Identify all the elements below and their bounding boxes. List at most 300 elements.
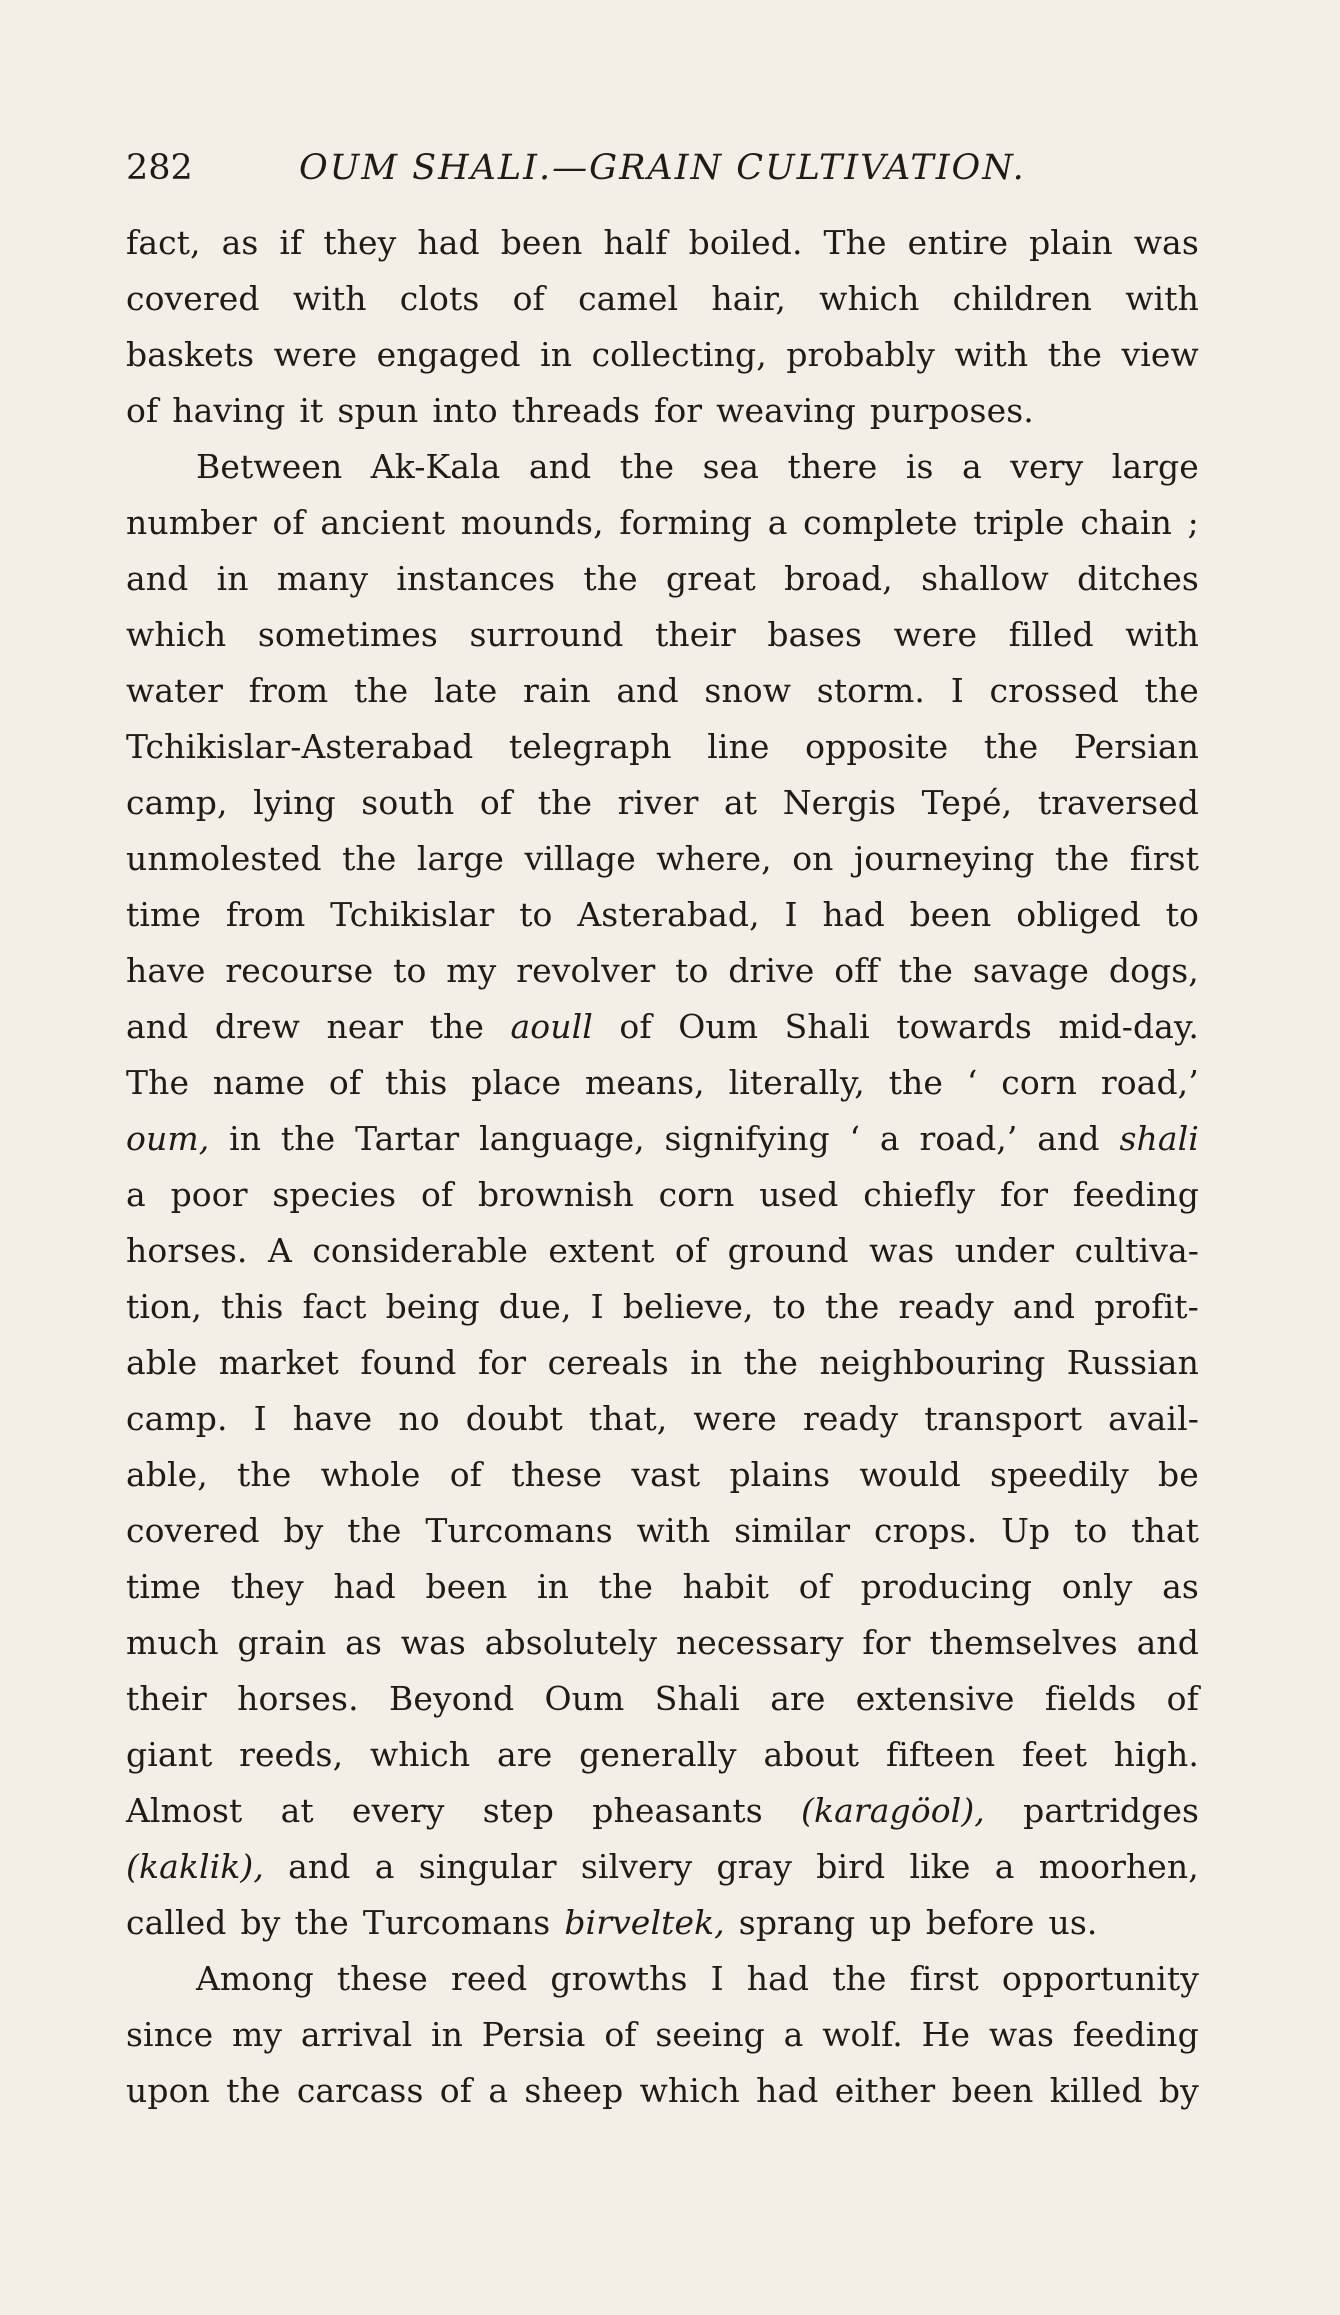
word: the — [537, 783, 593, 822]
word: extensive — [855, 1679, 1015, 1718]
word: to — [1165, 895, 1199, 934]
word: avail- — [1108, 1399, 1199, 1438]
text-line — [126, 1391, 1199, 1447]
word: for — [477, 1343, 527, 1382]
text-line — [126, 2063, 1199, 2119]
word: of — [604, 2015, 637, 2054]
word: corn — [1001, 1063, 1078, 1102]
word: been — [500, 223, 583, 262]
word: I — [710, 1959, 724, 1998]
word: which — [369, 1735, 471, 1774]
word: Turcomans — [425, 1511, 613, 1550]
word: Oum — [678, 1007, 759, 1046]
word: is — [905, 447, 934, 486]
word: had — [746, 1959, 810, 1998]
word: Between — [196, 447, 343, 486]
word: about — [763, 1735, 860, 1774]
word: Shali — [654, 1679, 740, 1718]
word: fields — [1044, 1679, 1137, 1718]
word: language, — [479, 1119, 645, 1158]
word: a — [961, 447, 982, 486]
text-line — [126, 775, 1199, 831]
word: this — [221, 1287, 284, 1326]
text-line — [126, 2007, 1199, 2063]
word: for — [862, 1623, 911, 1662]
word: generally — [579, 1735, 737, 1774]
word: been — [909, 895, 992, 934]
word: recourse — [225, 951, 374, 990]
word: in — [431, 2015, 464, 2054]
word: opportunity — [1001, 1959, 1199, 1998]
word: I — [253, 1399, 267, 1438]
word: arrival — [300, 2015, 413, 2054]
word: the — [583, 559, 638, 598]
word: purposes. — [869, 391, 1034, 430]
word: poor — [170, 1175, 248, 1214]
word: large — [416, 839, 505, 878]
word: they — [230, 1567, 304, 1606]
word: river — [617, 783, 699, 822]
word: Tartar — [355, 1119, 460, 1158]
word: ‘ — [849, 1119, 861, 1158]
word: filled — [1008, 615, 1094, 654]
word: Beyond — [388, 1679, 515, 1718]
word: ditches — [1077, 559, 1199, 598]
word: of — [1166, 1679, 1199, 1718]
word: and — [1037, 1119, 1100, 1158]
word: before — [925, 1903, 1035, 1942]
word: into — [432, 391, 498, 430]
page-number: 282 — [126, 148, 193, 188]
word: plain — [1029, 223, 1113, 262]
word: giant — [126, 1735, 213, 1774]
text-line — [126, 1671, 1199, 1727]
word: the — [1144, 671, 1199, 710]
word: was — [400, 1623, 466, 1662]
word: surround — [469, 615, 624, 654]
word: from — [225, 895, 306, 934]
word: I — [590, 1287, 604, 1326]
word: extent — [548, 1231, 655, 1270]
text-line — [126, 383, 1199, 439]
word: their — [655, 615, 736, 654]
word: sometimes — [257, 615, 438, 654]
word: the — [983, 727, 1039, 766]
word: in — [536, 1567, 569, 1606]
word: Nergis — [782, 783, 897, 822]
word: I — [950, 671, 964, 710]
word: moorhen, — [1038, 1847, 1199, 1886]
word: ready — [802, 1399, 899, 1438]
word: the — [342, 839, 397, 878]
word: the — [743, 1343, 799, 1382]
word: first — [1129, 839, 1199, 878]
word: journeying — [853, 839, 1035, 878]
word: engaged — [376, 335, 521, 374]
word: camp, — [126, 783, 228, 822]
word: necessary — [675, 1623, 844, 1662]
word: had — [822, 895, 885, 934]
word: collecting, — [591, 335, 767, 374]
word: Ak-Kala — [370, 447, 501, 486]
word: grain — [237, 1623, 327, 1662]
word: doubt — [465, 1399, 563, 1438]
word: there — [787, 447, 878, 486]
word: shallow — [921, 559, 1049, 598]
word: south — [361, 783, 455, 822]
word: place — [471, 1063, 562, 1102]
word: with — [1125, 615, 1199, 654]
text-line — [126, 327, 1199, 383]
word: sheep — [524, 2071, 624, 2110]
word: of — [126, 391, 159, 430]
word: had — [417, 223, 480, 262]
text-line — [126, 439, 1199, 495]
word: at — [280, 1791, 314, 1830]
word: found — [360, 1343, 457, 1382]
word: these — [336, 1959, 428, 1998]
word: weaving — [716, 391, 856, 430]
word: was — [869, 1231, 935, 1270]
word: the — [832, 1959, 887, 1998]
text-line — [126, 1951, 1199, 2007]
word: corn — [658, 1175, 735, 1214]
word: and — [126, 1007, 189, 1046]
text-line — [126, 607, 1199, 663]
word: Russian — [1066, 1343, 1199, 1382]
word: these — [511, 1455, 603, 1494]
word: in — [216, 559, 249, 598]
word: a — [767, 503, 788, 542]
word: late — [433, 671, 498, 710]
text-line — [126, 1559, 1199, 1615]
word: was — [1133, 223, 1199, 262]
word: due, — [498, 1287, 572, 1326]
word: killed — [1049, 2071, 1143, 2110]
word: of — [449, 1455, 482, 1494]
word: are — [497, 1735, 553, 1774]
word: in — [690, 1343, 723, 1382]
word: and — [616, 671, 679, 710]
text-line — [126, 831, 1199, 887]
word: the — [1047, 335, 1103, 374]
word: the — [353, 671, 409, 710]
word: similar — [734, 1511, 851, 1550]
word: the — [226, 2071, 281, 2110]
word: species — [272, 1175, 397, 1214]
word: carcass — [296, 2071, 424, 2110]
word: where, — [656, 839, 772, 878]
word: with — [954, 335, 1029, 374]
word: have — [126, 951, 206, 990]
word: Turcomans — [362, 1903, 551, 1942]
word: the — [888, 1063, 943, 1102]
word: Asterabad, — [577, 895, 760, 934]
word: used — [759, 1175, 839, 1214]
word: camp. — [126, 1399, 228, 1438]
word: as — [221, 223, 259, 262]
word: by — [240, 1903, 281, 1942]
word: signifying — [664, 1119, 830, 1158]
word: horses. — [237, 1679, 359, 1718]
word: probably — [786, 335, 936, 374]
word: bases — [767, 615, 863, 654]
word: to — [519, 895, 553, 934]
word: of — [479, 783, 513, 822]
word: literally, — [728, 1063, 865, 1102]
word: Almost — [126, 1791, 243, 1830]
text-line — [126, 663, 1199, 719]
word: profit- — [1094, 1287, 1199, 1326]
word: my — [446, 951, 497, 990]
word: ground — [727, 1231, 849, 1270]
word: with — [292, 279, 367, 318]
word: us. — [1048, 1903, 1098, 1942]
word: able, — [126, 1455, 208, 1494]
word: pheasants — [592, 1791, 763, 1830]
word: obliged — [1016, 895, 1141, 934]
word: as — [345, 1623, 382, 1662]
word: the — [825, 1287, 880, 1326]
word: a — [488, 2071, 509, 2110]
word: road,’ — [919, 1119, 1018, 1158]
word: at — [724, 783, 758, 822]
word: was — [988, 2015, 1055, 2054]
word: they — [323, 223, 397, 262]
word: children — [952, 279, 1092, 318]
word: in — [229, 1119, 262, 1158]
word: the — [898, 951, 954, 990]
text-line — [126, 1727, 1199, 1783]
word: storm. — [816, 671, 926, 710]
word: the — [280, 1119, 336, 1158]
word: wolf. — [822, 2015, 903, 2054]
text-line — [126, 1839, 1199, 1895]
word: road,’ — [1100, 1063, 1199, 1102]
word: have — [292, 1399, 373, 1438]
word: I — [784, 895, 798, 934]
word: Shali — [784, 1007, 870, 1046]
word: my — [232, 2015, 283, 2054]
word: and — [1136, 1623, 1199, 1662]
word: the — [347, 1511, 402, 1550]
word: which — [639, 2071, 740, 2110]
word: had — [756, 2071, 819, 2110]
text-line — [126, 887, 1199, 943]
word: chain — [1080, 503, 1173, 542]
word: half — [603, 223, 668, 262]
word: every — [351, 1791, 445, 1830]
word: themselves — [929, 1623, 1118, 1662]
word: the — [619, 447, 675, 486]
word: threads — [511, 391, 640, 430]
word: had — [333, 1567, 396, 1606]
word: a — [126, 1175, 146, 1214]
word: like — [909, 1847, 971, 1886]
word: (karagöol), — [801, 1791, 985, 1830]
word: complete — [803, 503, 958, 542]
text-line — [126, 1615, 1199, 1671]
word: and — [528, 447, 592, 486]
word: entire — [907, 223, 1009, 262]
word: snow — [704, 671, 792, 710]
word: which — [126, 615, 227, 654]
word: Oum — [544, 1679, 625, 1718]
word: of — [512, 279, 545, 318]
word: baskets — [126, 335, 255, 374]
word: time — [126, 895, 202, 934]
word: which — [819, 279, 920, 318]
text-line — [126, 1055, 1199, 1111]
word: from — [248, 671, 329, 710]
word: of — [439, 2071, 473, 2110]
word: rain — [523, 671, 591, 710]
text-line — [126, 719, 1199, 775]
word: habit — [682, 1567, 770, 1606]
word: been — [425, 1567, 508, 1606]
word: clots — [399, 279, 480, 318]
word: for — [999, 1175, 1049, 1214]
word: it — [299, 391, 324, 430]
text-line — [126, 495, 1199, 551]
word: chiefly — [863, 1175, 976, 1214]
word: off — [834, 951, 879, 990]
word: that, — [588, 1399, 668, 1438]
word: number — [126, 503, 257, 542]
word: aoull — [510, 1007, 593, 1046]
text-line — [126, 999, 1199, 1055]
word: believe, — [622, 1287, 754, 1326]
word: reed — [450, 1959, 528, 1998]
word: their — [126, 1679, 207, 1718]
text-line — [126, 1895, 1199, 1951]
word: plains — [729, 1455, 831, 1494]
text-line — [126, 1167, 1199, 1223]
word: with — [1125, 279, 1199, 318]
word: Persia — [481, 2015, 586, 2054]
word: step — [482, 1791, 555, 1830]
word: no — [398, 1399, 440, 1438]
word: were — [893, 615, 978, 654]
word: the — [237, 1455, 292, 1494]
word: Tepé, — [921, 783, 1013, 822]
word: drew — [214, 1007, 300, 1046]
word: called — [126, 1903, 227, 1942]
word: fact — [302, 1287, 367, 1326]
text-line — [126, 1447, 1199, 1503]
word: in — [540, 335, 573, 374]
word: producing — [860, 1567, 1033, 1606]
word: time — [126, 1567, 202, 1606]
word: up — [869, 1903, 912, 1942]
word: a — [879, 1119, 900, 1158]
word: with — [636, 1511, 711, 1550]
word: forming — [619, 503, 753, 542]
word: spun — [337, 391, 419, 430]
word: singular — [418, 1847, 557, 1886]
word: a — [783, 2015, 804, 2054]
word: and — [288, 1847, 351, 1886]
word: Tchikislar-Asterabad — [126, 727, 474, 766]
word: very — [1010, 447, 1084, 486]
word: boiled. — [688, 223, 803, 262]
word: a — [374, 1847, 395, 1886]
word: be — [1158, 1455, 1199, 1494]
word: mid-day. — [1058, 1007, 1199, 1046]
body-text — [126, 215, 1199, 2119]
word: ‘ — [966, 1063, 978, 1102]
word: dogs, — [1108, 951, 1199, 990]
word: of — [272, 503, 305, 542]
word: neighbouring — [819, 1343, 1046, 1382]
text-line — [126, 1503, 1199, 1559]
text-line — [126, 943, 1199, 999]
word: high. — [1113, 1735, 1199, 1774]
running-title: OUM SHALI.—GRAIN CULTIVATION. — [299, 148, 1026, 188]
text-line — [126, 215, 1199, 271]
word: growths — [550, 1959, 688, 1998]
word: under — [954, 1231, 1055, 1270]
word: considerable — [312, 1231, 528, 1270]
word: name — [212, 1063, 306, 1102]
word: speedily — [990, 1455, 1129, 1494]
word: savage — [972, 951, 1090, 990]
word: of — [328, 1063, 362, 1102]
text-line — [126, 271, 1199, 327]
word: transport — [924, 1399, 1083, 1438]
word: by — [1158, 2071, 1199, 2110]
word: and — [126, 559, 189, 598]
word: drive — [728, 951, 815, 990]
word: fact, — [126, 223, 201, 262]
word: as — [1162, 1567, 1199, 1606]
word: vast — [631, 1455, 701, 1494]
word: sprang — [738, 1903, 856, 1942]
word: The — [823, 223, 887, 262]
word: able — [126, 1343, 198, 1382]
word: to — [772, 1287, 806, 1326]
word: hair, — [711, 279, 786, 318]
word: to — [675, 951, 709, 990]
word: The — [126, 1063, 190, 1102]
word: feet — [1022, 1735, 1087, 1774]
word: unmolested — [126, 839, 322, 878]
word: opposite — [805, 727, 949, 766]
word: shali — [1119, 1119, 1199, 1158]
word: tion, — [126, 1287, 202, 1326]
word: either — [834, 2071, 936, 2110]
word: traversed — [1037, 783, 1199, 822]
word: village — [524, 839, 636, 878]
word: gray — [716, 1847, 793, 1886]
word: this — [385, 1063, 448, 1102]
word: triple — [973, 503, 1065, 542]
word: covered — [126, 1511, 260, 1550]
word: were — [273, 335, 358, 374]
word: sea — [702, 447, 760, 486]
word: brownish — [478, 1175, 634, 1214]
word: A — [267, 1231, 292, 1270]
word: view — [1121, 335, 1199, 374]
word: on — [792, 839, 834, 878]
word: telegraph — [508, 727, 672, 766]
word: partridges — [1023, 1791, 1199, 1830]
word: crossed — [989, 671, 1119, 710]
text-line — [126, 1111, 1199, 1167]
word: broad, — [784, 559, 893, 598]
word: much — [126, 1623, 219, 1662]
text-line — [126, 1223, 1199, 1279]
